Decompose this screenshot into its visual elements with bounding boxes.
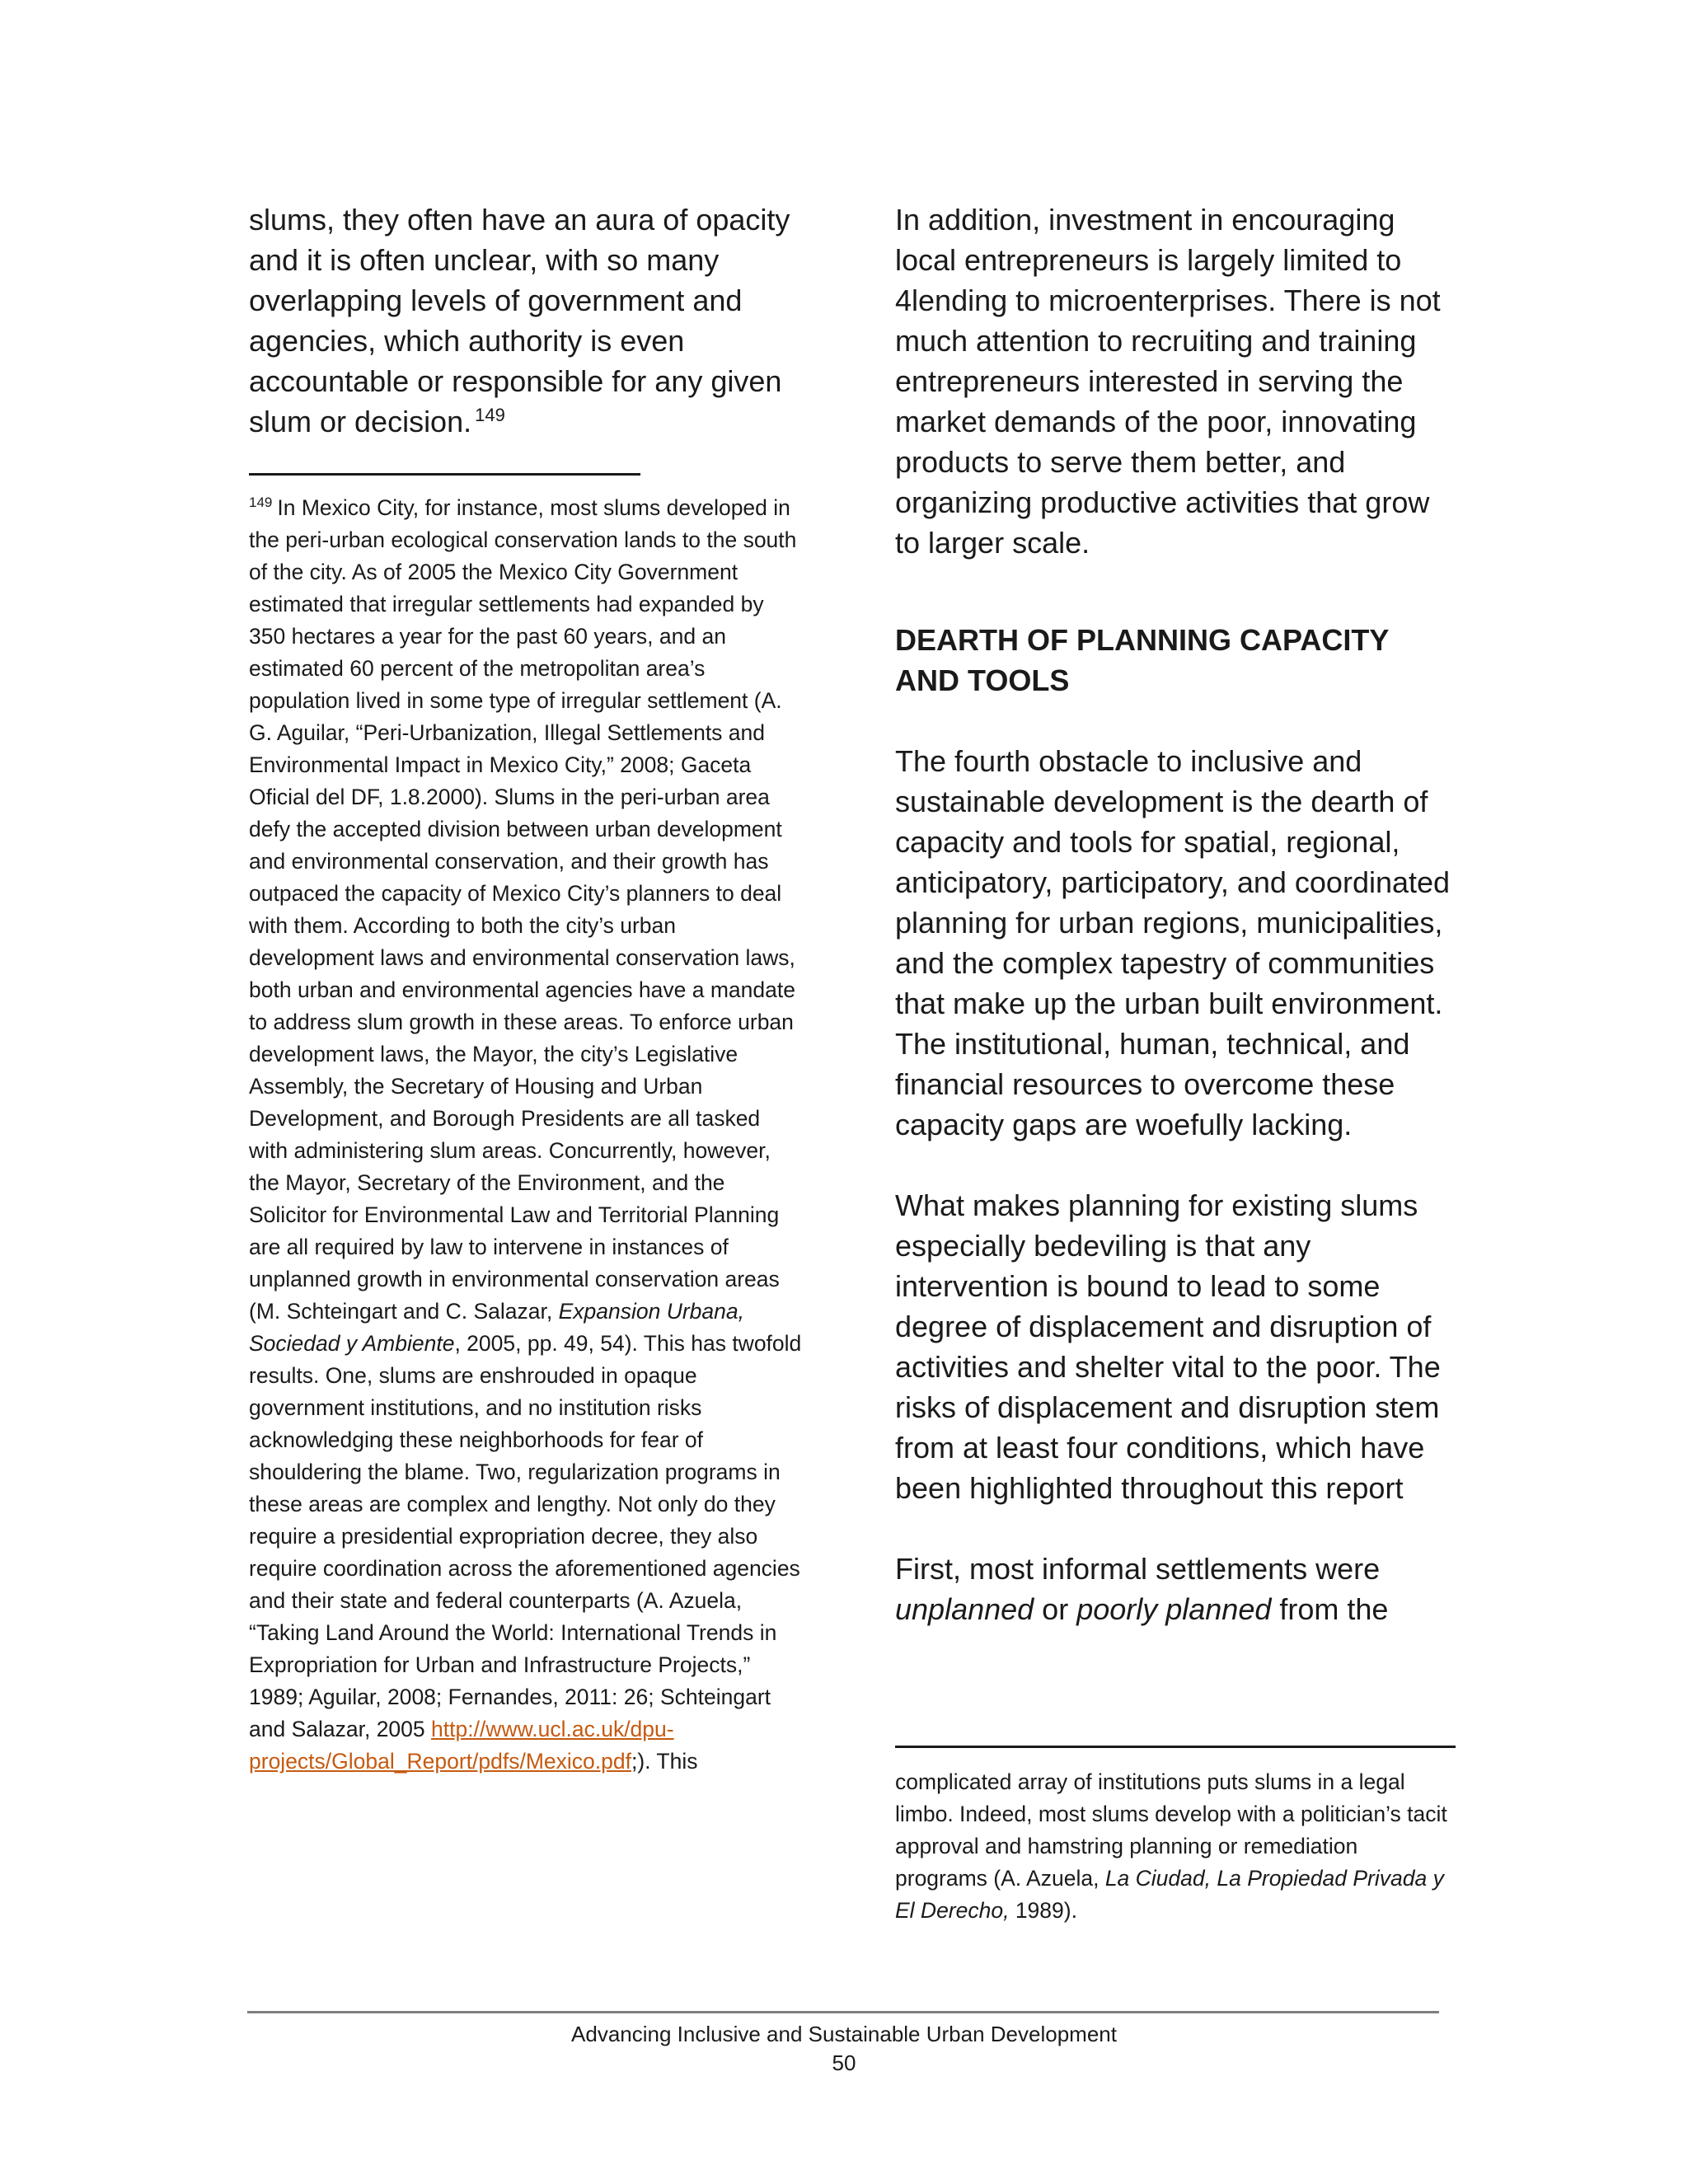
para4-italic-poorly-planned: poorly planned xyxy=(1076,1592,1272,1626)
footnote-cont-text-1: complicated array of institutions puts slums in a legal limbo. Indeed, most slums develop with a politician’s tacit approval and hamstring planning or remediation programs (A. Azuela, xyxy=(895,1769,1447,1891)
footer-rule xyxy=(247,2011,1439,2013)
right-paragraph-3: What makes planning for existing slums especially bedeviling is that any intervention is bound to lead to some degree of displacement and disruption of activities and shelter vital to the poor. The risks of displacement and disruption stem from at least four conditions, which have been highlighted throughout this report xyxy=(895,1188,1441,1505)
left-column xyxy=(249,199,809,442)
footnote-continuation xyxy=(895,1766,1456,1927)
footnote-text-2: , 2005, pp. 49, 54). This has twofold results. One, slums are enshrouded in opaque government institutions, and no institution risks acknowledging these neighborhoods for fear of shouldering the blame. Two, regularization programs in these areas are complex and lengthy. Not only do they require a presidential expropriation decree, they also require coordination across the aforementioned agencies and their state and federal counterparts (A. Azuela, “Taking Land Around the World: International Trends in Expropriation for Urban and Infrastructure Projects,” 1989; Aguilar, 2008; Fernandes, 2011: 26; Schteingart and Salazar, 2005 xyxy=(249,1331,802,1741)
left-paragraph-text: slums, they often have an aura of opacity and it is often unclear, with so many overlapping levels of government and agencies, which authority is even accountable or responsible for any given slum or decision. xyxy=(249,203,790,438)
right-column xyxy=(895,199,1456,1629)
footnote-text-3: ;). This xyxy=(631,1749,698,1774)
right-paragraph-4 xyxy=(895,1549,1456,1629)
right-paragraph-1: In addition, investment in encouraging local entrepreneurs is largely limited to 4lending to microenterprises. There is not much attention to recruiting and training entrepreneurs interested in serving the market demands of the poor, innovating products to serve them better, and organizing productive activities that grow to larger scale. xyxy=(895,203,1441,560)
footnote-separator-left xyxy=(249,473,640,476)
page-number: 50 xyxy=(832,2050,856,2075)
para4-italic-unplanned: unplanned xyxy=(895,1592,1034,1626)
footer-title: Advancing Inclusive and Sustainable Urban Development xyxy=(571,2022,1117,2046)
para4-start: First, most informal settlements were xyxy=(895,1552,1381,1586)
right-paragraph-2: The fourth obstacle to inclusive and sustainable development is the dearth of capacity and tools for spatial, regional, anticipatory, participatory, and coordinated planning for urban regions, municipalities, and the complex tapestry of communities that make up the urban built environment. The institutional, human, technical, and financial resources to overcome these capacity gaps are woefully lacking. xyxy=(895,744,1451,1141)
footnote-separator-right xyxy=(895,1746,1456,1748)
footnote-reference[interactable]: 149 xyxy=(475,405,505,425)
para4-end: from the xyxy=(1271,1592,1389,1626)
footnote-149 xyxy=(249,492,804,1778)
left-paragraph xyxy=(249,199,809,442)
para4-mid: or xyxy=(1034,1592,1077,1626)
section-heading: DEARTH OF PLANNING CAPACITY AND TOOLS xyxy=(895,623,1389,697)
footnote-italic-title: Expansion Urbana, Sociedad y Ambiente xyxy=(249,1299,744,1356)
footnote-cont-text-2: 1989). xyxy=(1009,1898,1077,1923)
footnote-cont-italic: La Ciudad, La Propiedad Privada y El Derecho, xyxy=(895,1866,1444,1923)
footnote-link[interactable]: http://www.ucl.ac.uk/dpu-projects/Global_Report/pdfs/Mexico.pdf xyxy=(249,1717,674,1774)
footnote-text-1: In Mexico City, for instance, most slums developed in the peri-urban ecological conservation lands to the south of the city. As of 2005 the Mexico City Government estimated that irregular settlements had expanded by 350 hectares a year for the past 60 years, and an estimated 60 percent of the metropolitan area’s population lived in some type of irregular settlement (A. G. Aguilar, “Peri-Urbanization, Illegal Settlements and Environmental Impact in Mexico City,” 2008; Gaceta Oficial del DF, 1.8.2000). Slums in the peri-urban area defy the accepted division between urban development and environmental conservation, and their growth has outpaced the capacity of Mexico City’s planners to deal with them. According to both the city’s urban development laws and environmental conservation laws, both urban and environmental agencies have a mandate to address slum growth in these areas. To enforce urban development laws, the Mayor, the city’s Legislative Assembly, the Secretary of Housing and Urban Development, and Borough Presidents are all tasked with administering slum areas. Concurrently, however, the Mayor, Secretary of the Environment, and the Solicitor for Environmental Law and Territorial Planning are all required by law to intervene in instances of unplanned growth in environmental conservation areas (M. Schteingart and C. Salazar, xyxy=(249,495,797,1324)
footnote-number: 149 xyxy=(249,494,273,511)
